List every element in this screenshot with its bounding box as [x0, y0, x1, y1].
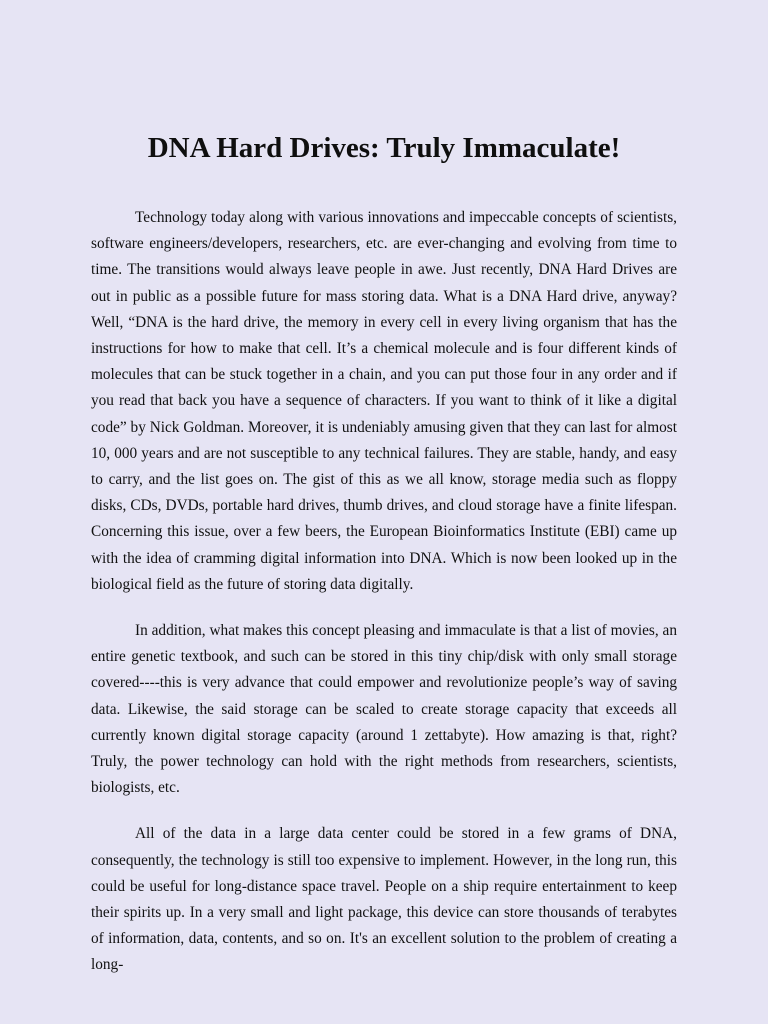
paragraph-3: All of the data in a large data center could be stored in a few grams of DNA, consequently, the technology is still too expensive to implement. However, in the long run, this could be useful for long-distance space travel. People on a ship require entertainment to keep their spirits up. In a very small and light package, this device can store thousands of terabytes of information, data, contents, and so on. It's an excellent solution to the problem of creating a long- [91, 825, 677, 974]
paragraph-2: In addition, what makes this concept pleasing and immaculate is that a list of movies, an entire genetic textbook, and such can be stored in this tiny chip/disk with only small storage covered----this is very advance that could empower and revolutionize people’s way of saving data. Likewise, the said storage can be scaled to create storage capacity that exceeds all currently known digital storage capacity (around 1 zettabyte). How amazing is that, right? Truly, the power technology can hold with the right methods from researchers, scientists, biologists, etc. [91, 622, 677, 797]
paragraph-1: Technology today along with various innovations and impeccable concepts of scientists, software engineers/developers, researchers, etc. are ever-changing and evolving from time to time. The transitions would always leave people in awe. Just recently, DNA Hard Drives are out in public as a possible future for mass storing data. What is a DNA Hard drive, anyway? Well, “DNA is the hard drive, the memory in every cell in every living organism that has the instructions for how to make that cell. It’s a chemical molecule and is four different kinds of molecules that can be stuck together in a chain, and you can put those four in any order and if you read that back you have a sequence of characters. If you want to think of it like a digital code” by Nick Goldman. Moreover, it is undeniably amusing given that they can last for almost 10, 000 years and are not susceptible to any technical failures. They are stable, handy, and easy to carry, and the list goes on. The gist of this as we all know, storage media such as floppy disks, CDs, DVDs, portable hard drives, thumb drives, and cloud storage have a finite lifespan. Concerning this issue, over a few beers, the European Bioinformatics Institute (EBI) came up with the idea of cramming digital information into DNA. Which is now been looked up in the biological field as the future of storing data digitally. [91, 209, 677, 593]
document-title: DNA Hard Drives: Truly Immaculate! [147, 132, 621, 164]
